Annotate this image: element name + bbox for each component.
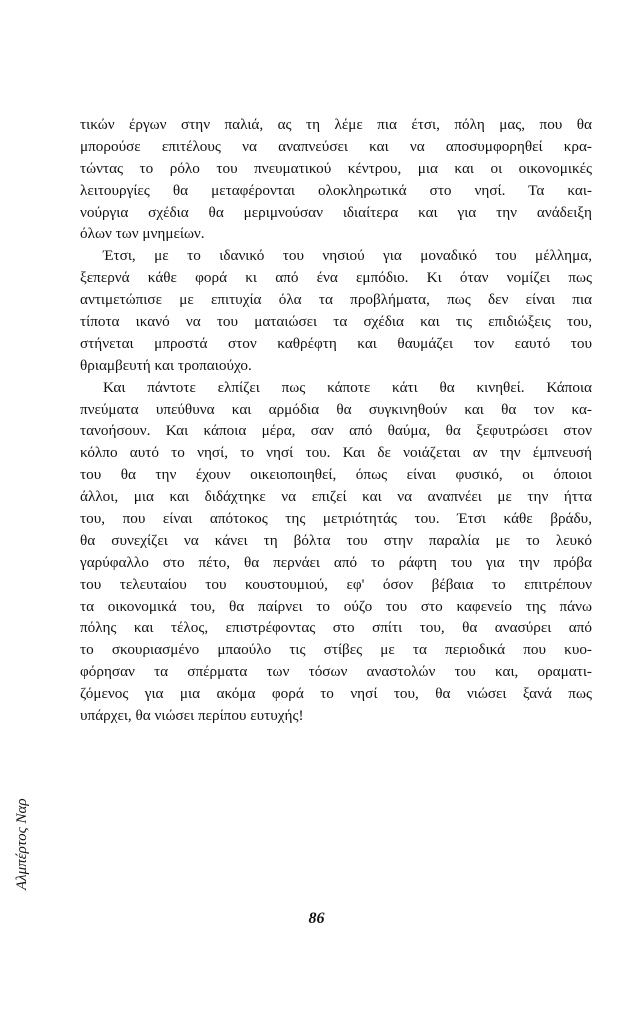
text-line: αντιμετώπισε με επιτυχία όλα τα προβλήματα, πως δεν είναι πια bbox=[80, 291, 592, 309]
text-line: του, που είναι απότοκος της μετριότητάς του. Έτσι κάθε βράδυ, bbox=[80, 510, 592, 528]
text-line: νούργια σχέδια θα μεριμνούσαν ιδιαίτερα και για την ανάδειξη bbox=[80, 203, 592, 221]
text-line: πόλης και τέλος, επιστρέφοντας στο σπίτι του, θα ανασύρει από bbox=[80, 619, 592, 637]
text-line: στήνεται μπροστά στον καθρέφτη και θαυμάζει τον εαυτό του bbox=[80, 334, 592, 352]
text-line: μπορούσε επιτέλους να αναπνεύσει και να αποσυμφορηθεί κρα- bbox=[80, 137, 592, 155]
text-line: το σκουριασμένο μπαούλο τις στίβες με τα περιοδικά που κυο- bbox=[80, 641, 592, 659]
text-line: τίποτα ικανό να του ματαιώσει τα σχέδια και τις επιδιώξεις του, bbox=[80, 313, 592, 331]
text-line: γαρύφαλλο στο πέτο, θα περνάει από το ράφτη του για την πρόβα bbox=[80, 553, 592, 571]
text-line: πνεύματα υπεύθυνα και αρμόδια θα συγκινηθούν και θα τον κα- bbox=[80, 400, 592, 418]
text-line: άλλοι, μια και διδάχτηκε να επιζεί και να αναπνέει με την ήττα bbox=[80, 488, 592, 506]
text-line: τικών έργων στην παλιά, ας τη λέμε πια έτσι, πόλη μας, που θα bbox=[80, 116, 592, 133]
text-line: Έτσι, με το ιδανικό του νησιού για μοναδικό του μέλλημα, bbox=[103, 247, 592, 265]
text-line: του τελευταίου του κουστουμιού, εφ' όσον βέβαια το επιτρέπουν bbox=[80, 575, 592, 593]
text-line: κόλπο αυτό το νησί, το νησί του. Και δε νοιάζεται αν την έμπνευσή bbox=[80, 444, 592, 462]
text-line: όλων των μνημείων. bbox=[80, 225, 205, 243]
text-line: υπάρχει, θα νιώσει περίπου ευτυχής! bbox=[80, 707, 304, 725]
text-line: Και πάντοτε ελπίζει πως κάποτε κάτι θα κινηθεί. Κάποια bbox=[103, 378, 592, 396]
text-line: λειτουργίες θα μεταφέρονται ολοκληρωτικά στο νησί. Τα και- bbox=[80, 181, 592, 199]
text-line: τώντας το ρόλο του πνευματικού κέντρου, μια και οι οικονομικές bbox=[80, 159, 592, 177]
text-line: θριαμβευτή και τροπαιούχο. bbox=[80, 356, 252, 374]
text-line: τα οικονομικά του, θα παίρνει το ούζο του στο καφενείο της πάνω bbox=[80, 597, 592, 615]
text-line: θα συνεχίζει να κάνει τη βόλτα του στην παραλία με το λευκό bbox=[80, 531, 592, 549]
text-line: τανοήσουν. Και κάποια μέρα, σαν από θαύμα, θα ξεφυτρώσει στον bbox=[80, 422, 592, 440]
text-line: του θα την έχουν οικειοποιηθεί, όπως είναι φυσικό, οι όποιοι bbox=[80, 466, 592, 484]
text-line: ξεπερνά κάθε φορά κι από ένα εμπόδιο. Κι όταν νομίζει πως bbox=[80, 269, 592, 287]
body-text bbox=[80, 114, 592, 727]
author-name: Αλμπέρτος Ναρ bbox=[14, 798, 30, 890]
text-line: φόρησαν τα σπέρματα των τόσων αναστολών του και, οραματι- bbox=[80, 663, 592, 681]
page-number: 86 bbox=[308, 910, 325, 927]
text-line: ζόμενος για μια ακόμα φορά το νησί του, θα νιώσει ξανά πως bbox=[80, 685, 592, 703]
